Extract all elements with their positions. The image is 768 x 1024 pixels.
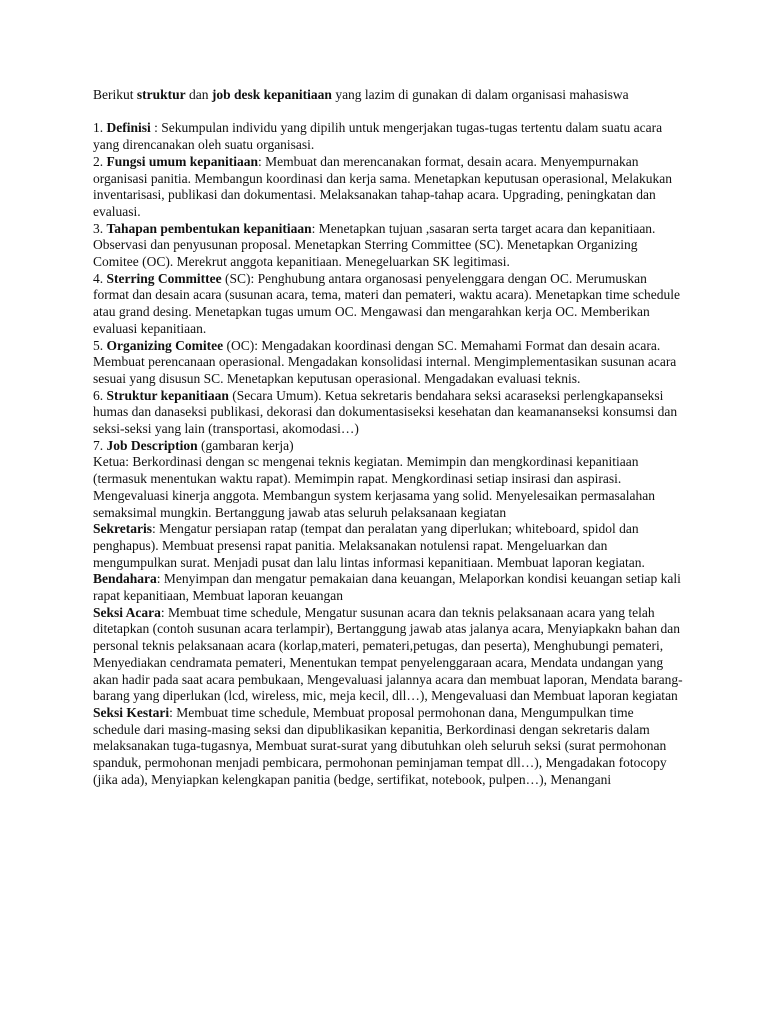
role-text: : Mengatur persiapan ratap (tempat dan peralatan yang diperlukan; whiteboard, spidol dan penghapus). Membuat presensi rapat panitia. Melaksanakan notulensi rapat. Mengeluarkan dan mengumpulkan surat. Menjadi pusat dan lalu lintas informasi kepanitiaan. Membuat laporan kegiatan. <box>93 521 645 570</box>
intro-text-3: yang lazim di gunakan di dalam organisasi mahasiswa <box>331 87 629 102</box>
item-text: (gambaran kerja) <box>197 437 294 453</box>
item-title: Tahapan pembentukan kepanitiaan <box>106 220 312 236</box>
intro-text-1: Berikut <box>93 87 137 102</box>
item-title: Fungsi umum kepanitiaan <box>106 153 259 169</box>
item-title: Organizing Comitee <box>106 337 224 353</box>
intro-bold-struktur: struktur <box>136 87 186 102</box>
item-job-description <box>93 438 683 455</box>
role-text: : Menyimpan dan mengatur pemakaian dana keuangan, Melaporkan kondisi keuangan setiap kali rapat kepanitiaan, Membuat laporan keuangan <box>93 571 681 604</box>
role-title: Seksi Acara <box>93 604 161 620</box>
item-title: Job Description <box>106 437 198 453</box>
item-text: : Sekumpulan individu yang dipilih untuk mengerjakan tugas-tugas tertentu dalam suatu acara yang direncanakan oleh suatu organisasi. <box>93 120 663 153</box>
item-text: (OC): Mengadakan koordinasi dengan SC. Memahami Format dan desain acara. Membuat perencanaan operasional. Mengadakan konsolidasi internal. Mengimplementasikan susunan acara sesuai yang disusun SC. Menetapkan keputusan operasional. Mengadakan evaluasi teknis. <box>93 337 677 386</box>
item-title: Definisi <box>106 120 151 136</box>
item-number: 2. <box>93 153 107 169</box>
role-sekretaris <box>93 521 683 571</box>
role-bendahara <box>93 571 683 604</box>
role-text: : Membuat time schedule, Mengatur susunan acara dan teknis pelaksanaan acara yang telah ditetapkan (contoh susunan acara terlampir), Bertanggung jawab atas jalanya acara, Menyiapkakn bahan dan personal teknis pelaksanaan acara (korlap,materi, pemateri,petugas, dan peserta), Menghubungi pemateri, Menyediakan cendramata pemateri, Menentukan tempat penyelenggaraan acara, Mendata undangan yang akan hadir pada saat acara pembukaan, Mengevaluasi jalannya acara dan membuat laporan, Mendata barang-barang yang diperlukan (lcd, wireless, mic, meja kecil, dll…), Mengevaluasi dan Membuat laporan kegiatan <box>93 604 683 704</box>
document-page <box>93 87 683 789</box>
item-tahapan <box>93 221 683 271</box>
role-seksi-acara <box>93 605 683 705</box>
item-title: Sterring Committee <box>106 270 222 286</box>
item-text: (SC): Penghubung antara organosasi penyelenggara dengan OC. Merumuskan format dan desain acara (susunan acara, tema, materi dan pemateri, waktu acara). Menetapkan time schedule atau grand desing. Menetapkan tugas umum OC. Mengawasi dan mengarahkan kerja OC. Memberikan evaluasi kepanitiaan. <box>93 270 680 336</box>
item-sterring-committee <box>93 271 683 338</box>
item-organizing-comitee <box>93 338 683 388</box>
item-number: 1. <box>93 120 107 136</box>
item-number: 7. <box>93 437 107 453</box>
item-number: 6. <box>93 387 107 403</box>
item-text: : Membuat dan merencanakan format, desain acara. Menyempurnakan organisasi panitia. Membangun koordinasi dan kerja sama. Menetapkan keputusan operasional, Melakukan inventarisasi, publikasi dan dokumentasi. Melaksanakan tahap-tahap acara. Upgrading, peningkatan dan evaluasi. <box>93 153 672 219</box>
role-seksi-kestari <box>93 705 683 789</box>
role-title: Sekretaris <box>93 521 152 537</box>
item-struktur-kepanitiaan <box>93 388 683 438</box>
intro-bold-job-desk: job desk kepanitiaan <box>211 87 332 102</box>
item-text: : Menetapkan tujuan ,sasaran serta target acara dan kepanitiaan. Observasi dan penyusunan proposal. Menetapkan Sterring Committee (SC). Menetapkan Organizing Comitee (OC). Merekrut anggota kepanitiaan. Menegeluarkan SK legitimasi. <box>93 220 656 270</box>
role-text: : Membuat time schedule, Membuat proposal permohonan dana, Mengumpulkan time schedule dari masing-masing seksi dan dipublikasikan kepanitia, Berkordinasi dengan sekretaris dalam melaksanakan tuga-tugasnya, Membuat surat-surat yang dibutuhkan oleh seluruh seksi (surat permohonan spanduk, permohonan menjadi pembicara, permohonan peminjaman tempat dll…), Mengadakan fotocopy (jika ada), Menyiapkan kelengkapan panitia (bedge, sertifikat, notebook, pulpen…), Menangani <box>93 705 667 787</box>
item-title: Struktur kepanitiaan <box>106 387 229 403</box>
item-definisi <box>93 120 683 153</box>
intro-paragraph <box>93 87 683 104</box>
item-number: 5. <box>93 337 107 353</box>
item-number: 4. <box>93 270 107 286</box>
role-title: Bendahara <box>93 571 157 587</box>
role-title: Seksi Kestari <box>93 705 170 720</box>
item-number: 3. <box>93 220 107 236</box>
role-ketua: Ketua: Berkordinasi dengan sc mengenai teknis kegiatan. Memimpin dan mengkordinasi kepanitiaan (termasuk menentukan waktu rapat). Memimpin rapat. Mengkordinasi setiap insirasi dan aspirasi. Mengevaluasi kinerja anggota. Membangun system kerjasama yang solid. Menyelesaikan permasalahan semaksimal mungkin. Bertanggung jawab atas seluruh pelaksanaan kegiatan <box>93 454 655 520</box>
intro-text-2: dan <box>185 87 212 102</box>
item-text: (Secara Umum). Ketua sekretaris bendahara seksi acaraseksi perlengkapanseksi humas dan danaseksi publikasi, dekorasi dan dokumentasiseksi kesehatan dan keamananseksi konsumsi dan seksi-seksi yang lain (transportasi, akomodasi…) <box>93 387 678 437</box>
item-fungsi-umum <box>93 154 683 221</box>
